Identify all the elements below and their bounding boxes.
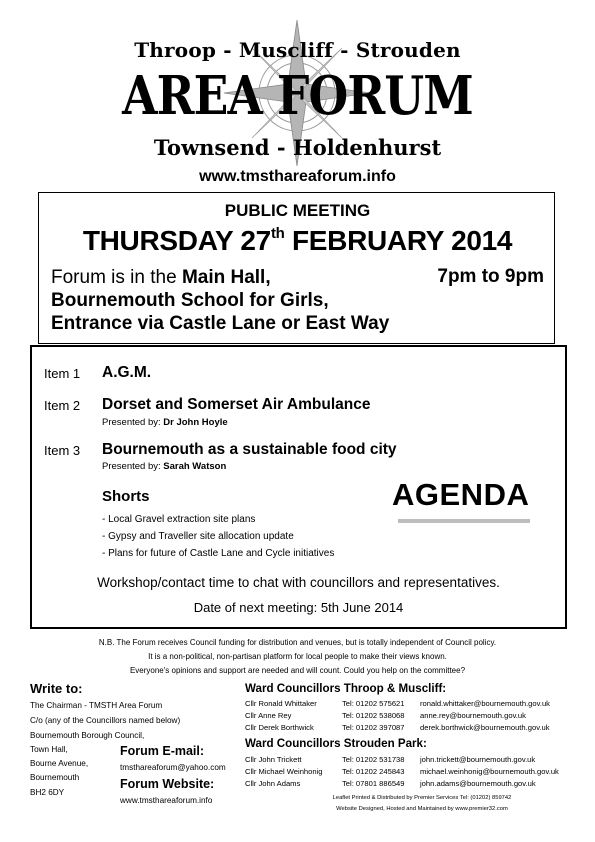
nb-line: Everyone's opinions and support are needed and will count. Could you help on the committee? — [129, 666, 466, 675]
councillor-tel: Tel: 01202 538068 — [342, 711, 405, 720]
councillor-tel: Tel: 01202 575621 — [342, 699, 405, 708]
meeting-date — [39, 225, 556, 257]
agenda-item-presenter — [102, 417, 228, 428]
meeting-venue — [51, 266, 389, 335]
next-meeting-date: Date of next meeting: 5th June 2014 — [193, 600, 404, 615]
councillor-email[interactable]: john.trickett@bournemouth.gov.uk — [420, 755, 536, 764]
address-line: BH2 6DY — [30, 788, 65, 797]
councillor-name: Cllr John Trickett — [245, 755, 302, 764]
presenter-name: Sarah Watson — [163, 461, 227, 472]
councillor-email[interactable]: anne.rey@bournemouth.gov.uk — [420, 711, 526, 720]
shorts-item: - Gypsy and Traveller site allocation update — [102, 531, 294, 542]
councillor-name: Cllr Anne Rey — [245, 711, 292, 720]
forum-website-heading: Forum Website: — [120, 777, 215, 791]
logo-ward-line-1: Throop - Muscliff - Strouden — [134, 38, 461, 62]
councillor-email[interactable]: michael.weinhonig@bournemouth.gov.uk — [420, 767, 559, 776]
workshop-note: Workshop/contact time to chat with councillors and representatives. — [97, 575, 500, 590]
agenda-item-label: Item 1 — [44, 366, 81, 381]
councillor-email[interactable]: ronald.whittaker@bournemouth.gov.uk — [420, 699, 550, 708]
councillor-tel: Tel: 07801 886549 — [342, 779, 405, 788]
agenda-item-title: A.G.M. — [102, 364, 152, 381]
councillor-name: Cllr Michael Weinhonig — [245, 767, 323, 776]
header-website-link[interactable]: www.tmsthareaforum.info — [199, 168, 396, 185]
ward-heading-strouden-park: Ward Councillors Strouden Park: — [245, 737, 427, 750]
agenda-box — [30, 345, 567, 629]
address-line: Bourne Avenue, — [30, 759, 89, 768]
ward-heading-throop-muscliff: Ward Councillors Throop & Muscliff: — [245, 682, 447, 695]
meeting-details-box — [38, 192, 555, 344]
councillor-email[interactable]: john.adams@bournemouth.gov.uk — [420, 779, 536, 788]
printed-by-note: Leaflet Printed & Distributed by Premier Services Tel: (01202) 859742 — [332, 795, 512, 801]
venue-entrance: Entrance via Castle Lane or East Way — [51, 313, 390, 334]
councillor-tel: Tel: 01202 245843 — [342, 767, 405, 776]
address-line: C/o (any of the Councillors named below) — [30, 716, 181, 725]
presenter-name: Dr John Hoyle — [163, 417, 228, 428]
meeting-time: 7pm to 9pm — [437, 266, 544, 287]
councillor-name: Cllr John Adams — [245, 779, 301, 788]
venue-hall: Main Hall, — [181, 267, 271, 288]
shorts-item: - Plans for future of Castle Lane and Cycle initiatives — [102, 548, 335, 559]
meeting-month-year: FEBRUARY 2014 — [284, 225, 513, 256]
presented-by-label: Presented by: — [102, 417, 161, 428]
meeting-day: THURSDAY 27 — [82, 225, 271, 256]
address-line: Town Hall, — [30, 745, 68, 754]
address-line: Bournemouth Borough Council, — [30, 731, 145, 740]
nb-line: It is a non-political, non-partisan platform for local people to make their views known. — [148, 652, 447, 661]
venue-school: Bournemouth School for Girls, — [51, 290, 329, 311]
meeting-day-ordinal: th — [270, 225, 285, 242]
presented-by-label: Presented by: — [102, 461, 161, 472]
councillor-tel: Tel: 01202 397087 — [342, 723, 405, 732]
public-meeting-heading: PUBLIC MEETING — [224, 201, 371, 220]
agenda-item-presenter — [102, 461, 226, 472]
address-line: The Chairman - TMSTH Area Forum — [30, 701, 163, 710]
councillor-tel: Tel: 01202 531738 — [342, 755, 405, 764]
address-line: Bournemouth — [30, 773, 80, 782]
agenda-item-label: Item 3 — [44, 443, 81, 458]
logo-ward-line-2: Townsend - Holdenhurst — [153, 135, 442, 160]
shorts-item: - Local Gravel extraction site plans — [102, 514, 256, 525]
forum-email-link[interactable]: tmsthareaforum@yahoo.com — [120, 763, 226, 772]
councillor-name: Cllr Ronald Whittaker — [245, 699, 317, 708]
forum-email-heading: Forum E-mail: — [120, 744, 205, 758]
website-designed-note: Website Designed, Hosted and Maintained by www.premier32.com — [336, 806, 508, 812]
shorts-heading: Shorts — [102, 488, 150, 505]
councillor-email[interactable]: derek.borthwick@bournemouth.gov.uk — [420, 723, 550, 732]
logo-title: AREA FORUM — [122, 65, 473, 127]
nb-line: N.B. The Forum receives Council funding for distribution and venues, but is totally independent of Council policy. — [98, 638, 497, 647]
agenda-item-title: Dorset and Somerset Air Ambulance — [102, 396, 371, 413]
agenda-title: AGENDA — [392, 477, 530, 512]
write-to-heading: Write to: — [30, 681, 83, 696]
agenda-item-title: Bournemouth as a sustainable food city — [102, 441, 397, 458]
venue-intro: Forum is in the — [51, 267, 182, 288]
agenda-item-label: Item 2 — [44, 398, 81, 413]
agenda-underline — [398, 519, 530, 523]
forum-website-link[interactable]: www.tmsthareaforum.info — [120, 796, 213, 805]
councillor-name: Cllr Derek Borthwick — [245, 723, 314, 732]
